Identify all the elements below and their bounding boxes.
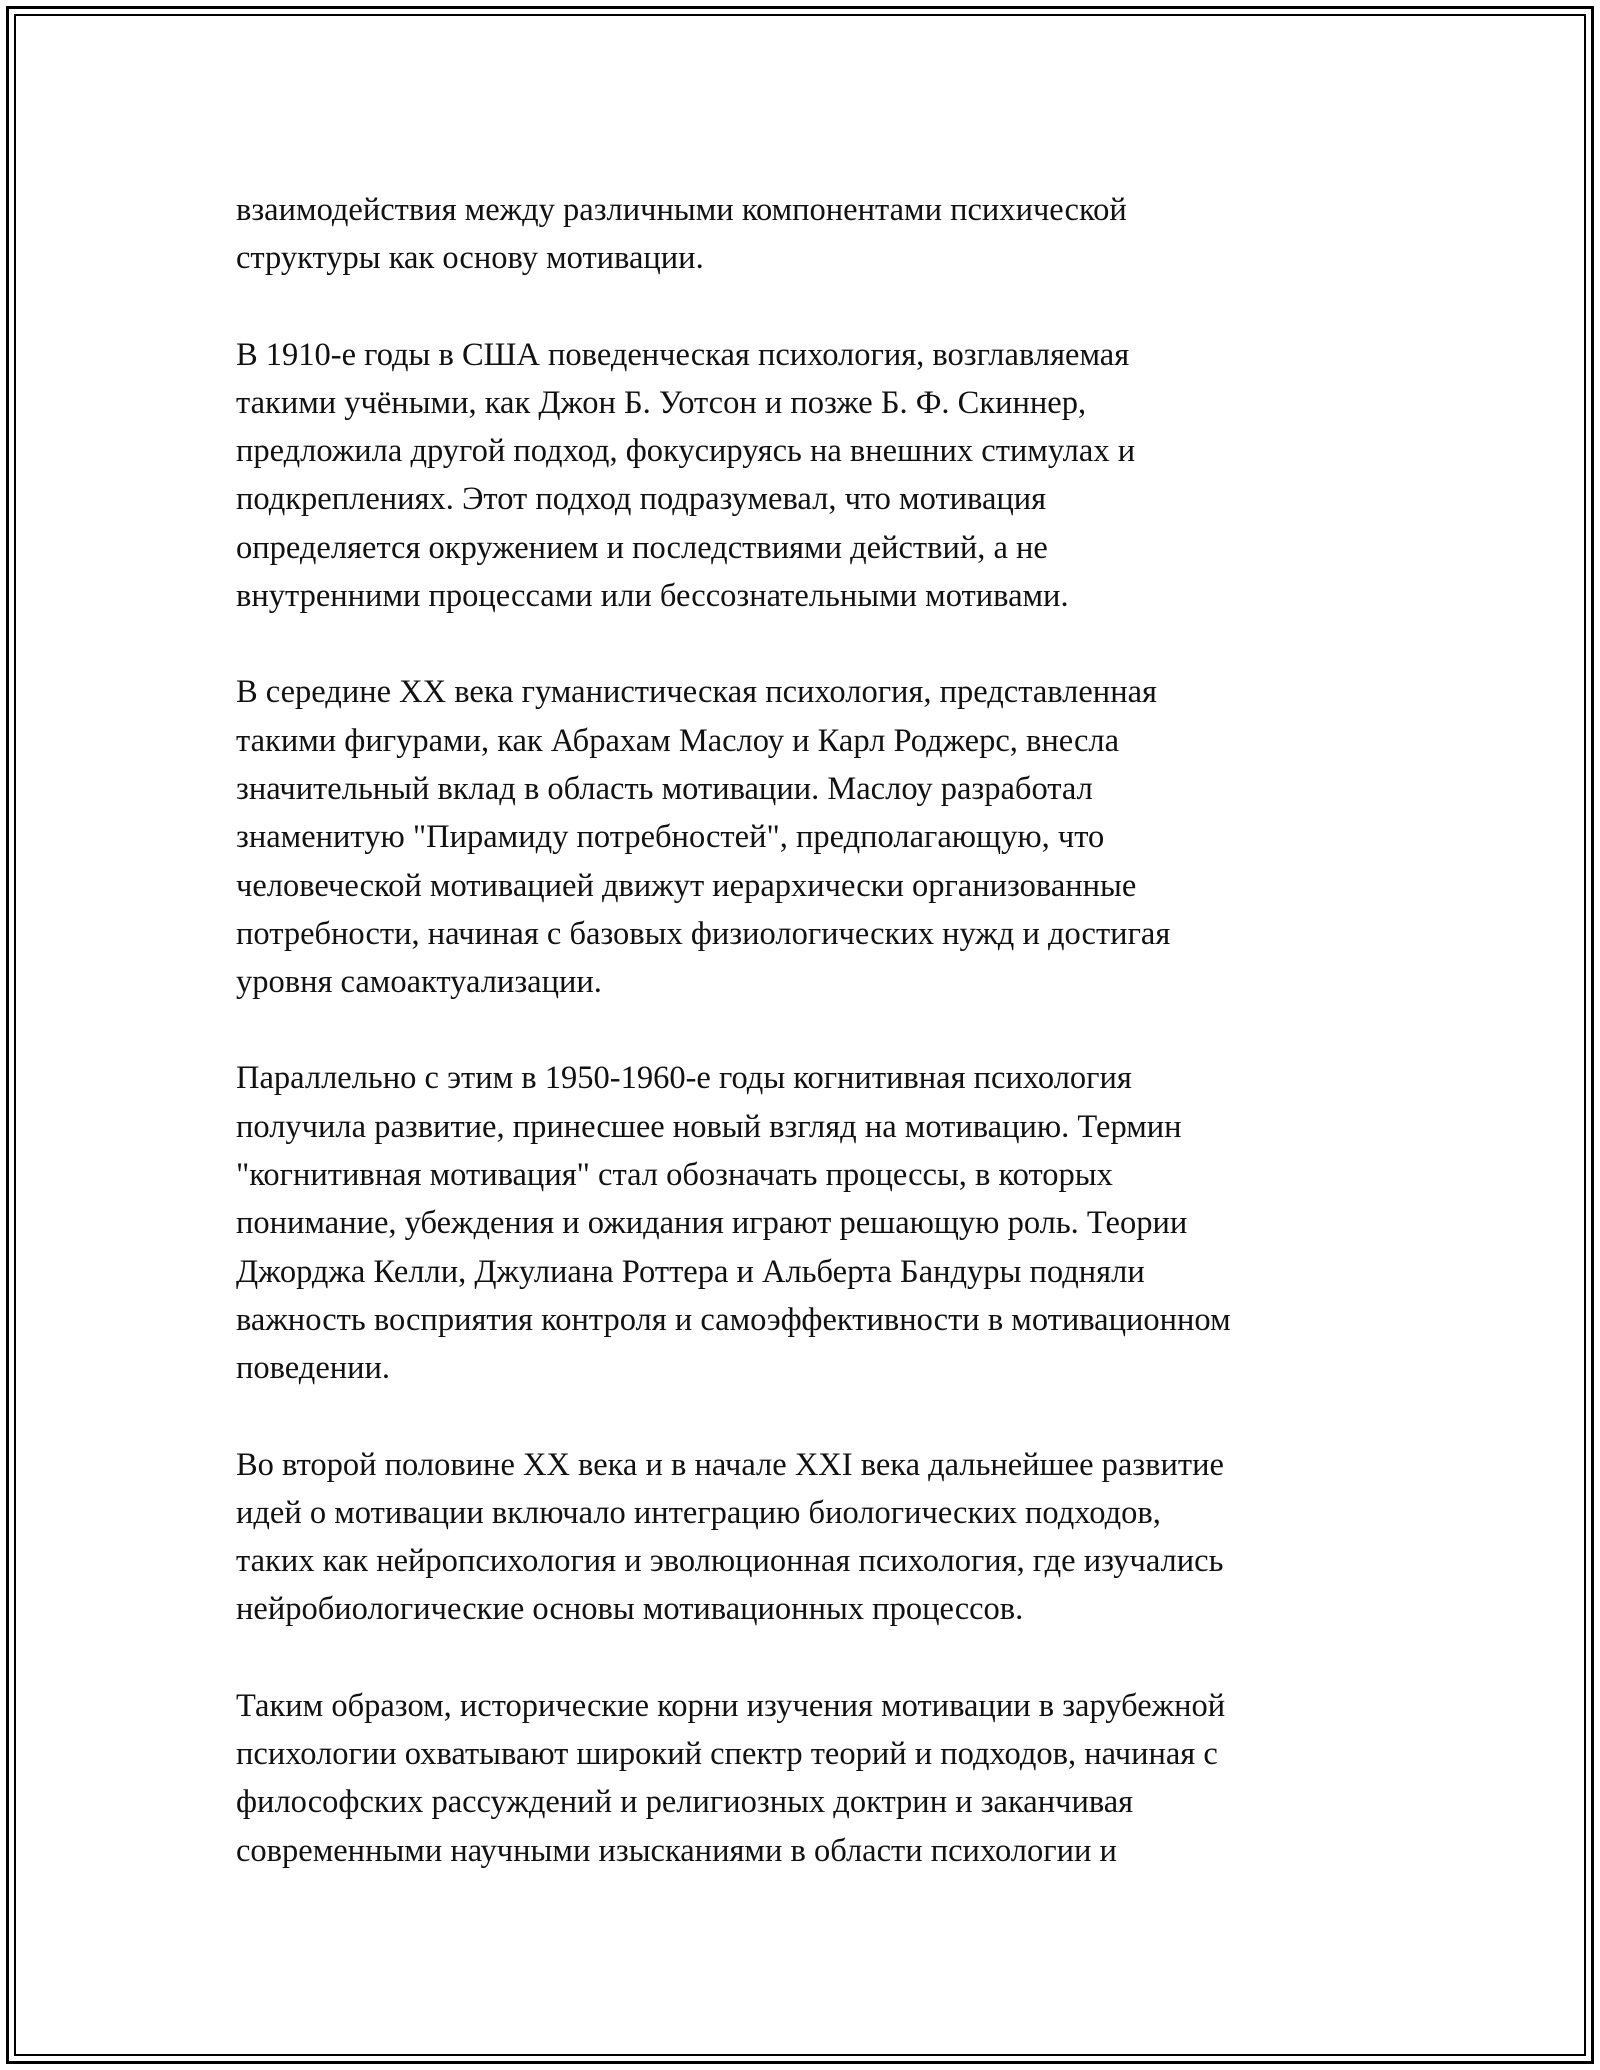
text-line: Джорджа Келли, Джулиана Роттера и Альберта Бандуры подняли	[236, 1253, 1145, 1290]
paragraph-6	[236, 1682, 1386, 1875]
paragraph-2	[236, 331, 1386, 621]
text-line: получила развитие, принесшее новый взгляд на мотивацию. Термин	[236, 1108, 1182, 1145]
text-line: важность восприятия контроля и самоэффективности в мотивационном	[236, 1301, 1231, 1338]
text-line: внутренними процессами или бессознательными мотивами.	[236, 578, 1069, 615]
text-line: структуры как основу мотивации.	[236, 240, 704, 277]
text-line: философских рассуждений и религиозных доктрин и заканчивая	[236, 1784, 1134, 1821]
text-line: В 1910-е годы в США поведенческая психология, возглавляемая	[236, 336, 1130, 373]
text-line: уровня самоактуализации.	[236, 964, 602, 1001]
text-line: идей о мотивации включало интеграцию биологических подходов,	[236, 1494, 1161, 1531]
text-line: понимание, убеждения и ожидания играют решающую роль. Теории	[236, 1205, 1188, 1242]
text-line: В середине XX века гуманистическая психология, представленная	[236, 674, 1157, 711]
text-line: потребности, начиная с базовых физиологических нужд и достигая	[236, 915, 1171, 952]
paragraph-5	[236, 1441, 1386, 1634]
text-line: поведении.	[236, 1350, 391, 1387]
document-body	[236, 186, 1386, 1923]
paragraph-1	[236, 186, 1386, 283]
text-line: предложила другой подход, фокусируясь на внешних стимулах и	[236, 433, 1136, 470]
text-line: взаимодействия между различными компонентами психической	[236, 192, 1127, 228]
text-line: Во второй половине XX века и в начале XXI века дальнейшее развитие	[236, 1446, 1224, 1483]
text-line: Таким образом, исторические корни изучения мотивации в зарубежной	[236, 1687, 1226, 1724]
text-line: Параллельно с этим в 1950-1960-е годы когнитивная психология	[236, 1060, 1132, 1097]
text-line: "когнитивная мотивация" стал обозначать процессы, в которых	[236, 1157, 1113, 1194]
paragraph-3	[236, 668, 1386, 1006]
text-line: значительный вклад в область мотивации. Маслоу разработал	[236, 770, 1093, 807]
text-line: знаменитую "Пирамиду потребностей", предполагающую, что	[236, 819, 1105, 856]
text-line: определяется окружением и последствиями действий, а не	[236, 529, 1048, 566]
text-line: таких как нейропсихология и эволюционная психология, где изучались	[236, 1543, 1224, 1580]
text-line: современными научными изысканиями в области психологии и	[236, 1832, 1117, 1869]
text-line: такими учёными, как Джон Б. Уотсон и позже Б. Ф. Скиннер,	[236, 384, 1087, 421]
text-line: подкреплениях. Этот подход подразумевал, что мотивация	[236, 481, 1047, 518]
text-line: человеческой мотивацией движут иерархически организованные	[236, 867, 1137, 904]
paragraph-4	[236, 1054, 1386, 1392]
text-line: нейробиологические основы мотивационных процессов.	[236, 1591, 1024, 1628]
text-line: такими фигурами, как Абрахам Маслоу и Карл Роджерс, внесла	[236, 722, 1120, 759]
text-line: психологии охватывают широкий спектр теорий и подходов, начиная с	[236, 1736, 1218, 1773]
